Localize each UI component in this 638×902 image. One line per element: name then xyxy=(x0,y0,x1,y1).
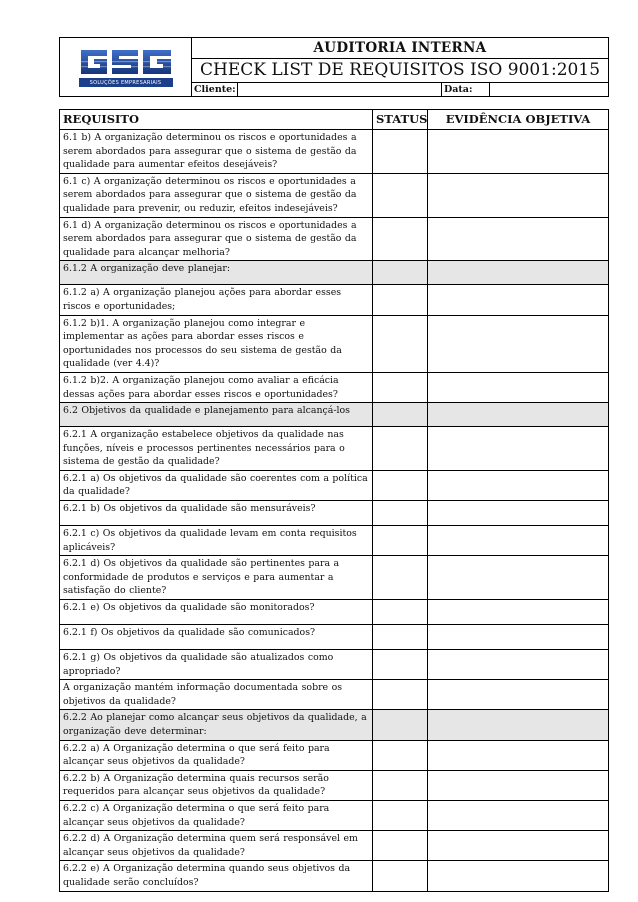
requirement-cell: 6.1.2 A organização deve planejar: xyxy=(60,261,373,285)
table-row xyxy=(60,600,609,625)
section-row xyxy=(60,403,609,427)
status-cell[interactable] xyxy=(373,315,428,372)
document-subtitle: CHECK LIST DE REQUISITOS ISO 9001:2015 xyxy=(192,59,608,83)
requirement-cell: 6.2.1 e) Os objetivos da qualidade são monitorados? xyxy=(60,600,373,625)
requirement-cell: 6.1 b) A organização determinou os riscos e oportunidades a serem abordados para assegurar que o sistema de gestão da qualidade para aumentar efeitos desejáveis? xyxy=(60,130,373,174)
document-title: AUDITORIA INTERNA xyxy=(192,38,608,59)
logo-tagline: SOLUÇÕES EMPRESARIAIS xyxy=(79,78,173,87)
evidence-cell[interactable] xyxy=(428,285,609,315)
table-row xyxy=(60,650,609,680)
table-row xyxy=(60,470,609,500)
table-row xyxy=(60,427,609,471)
requirement-cell: 6.2.1 g) Os objetivos da qualidade são atualizados como apropriado? xyxy=(60,650,373,680)
evidence-cell[interactable] xyxy=(428,710,609,740)
requirement-cell: 6.2.2 d) A Organização determina quem será responsável em alcançar seus objetivos da qualidade? xyxy=(60,831,373,861)
status-cell[interactable] xyxy=(373,427,428,471)
evidence-cell[interactable] xyxy=(428,831,609,861)
table-body xyxy=(60,130,609,892)
evidence-cell[interactable] xyxy=(428,861,609,891)
status-cell[interactable] xyxy=(373,526,428,556)
table-row xyxy=(60,501,609,526)
column-header-status: STATUS xyxy=(373,110,428,130)
section-row xyxy=(60,710,609,740)
column-header-requisito: REQUISITO xyxy=(60,110,373,130)
table-row xyxy=(60,800,609,830)
requirement-cell: 6.2.2 e) A Organização determina quando seus objetivos da qualidade serão concluídos? xyxy=(60,861,373,891)
status-cell[interactable] xyxy=(373,217,428,261)
requirement-cell: 6.2.2 Ao planejar como alcançar seus objetivos da qualidade, a organização deve determinar: xyxy=(60,710,373,740)
evidence-cell[interactable] xyxy=(428,526,609,556)
evidence-cell[interactable] xyxy=(428,173,609,217)
table-row xyxy=(60,217,609,261)
table-row xyxy=(60,130,609,174)
status-cell[interactable] xyxy=(373,501,428,526)
requirement-cell: 6.2.1 a) Os objetivos da qualidade são coerentes com a política da qualidade? xyxy=(60,470,373,500)
client-field[interactable] xyxy=(238,83,442,96)
requirement-cell: 6.2.2 c) A Organização determina o que será feito para alcançar seus objetivos da qualidade? xyxy=(60,800,373,830)
status-cell[interactable] xyxy=(373,556,428,600)
table-row xyxy=(60,285,609,315)
table-row xyxy=(60,831,609,861)
requirement-cell: 6.1 c) A organização determinou os riscos e oportunidades a serem abordados para assegurar que o sistema de gestão da qualidade para prevenir, ou reduzir, efeitos indesejáveis? xyxy=(60,173,373,217)
logo-cell xyxy=(60,38,192,96)
client-date-row xyxy=(192,83,608,96)
company-logo xyxy=(78,45,174,89)
evidence-cell[interactable] xyxy=(428,217,609,261)
table-row xyxy=(60,173,609,217)
date-field[interactable] xyxy=(490,83,608,96)
gsg-logo-icon xyxy=(79,47,173,77)
requirement-cell: 6.1.2 b)1. A organização planejou como integrar e implementar as ações para abordar esses riscos e oportunidades nos processos do seu sistema de gestão da qualidade (ver 4.4)? xyxy=(60,315,373,372)
status-cell[interactable] xyxy=(373,261,428,285)
evidence-cell[interactable] xyxy=(428,625,609,650)
evidence-cell[interactable] xyxy=(428,470,609,500)
table-row xyxy=(60,526,609,556)
requirement-cell: 6.2.1 f) Os objetivos da qualidade são comunicados? xyxy=(60,625,373,650)
evidence-cell[interactable] xyxy=(428,130,609,174)
requirement-cell: 6.2.1 d) Os objetivos da qualidade são pertinentes para a conformidade de produtos e serviços e para aumentar a satisfação do cliente? xyxy=(60,556,373,600)
table-header-row xyxy=(60,110,609,130)
status-cell[interactable] xyxy=(373,800,428,830)
requirement-cell: 6.1.2 b)2. A organização planejou como avaliar a eficácia dessas ações para abordar esses riscos e oportunidades? xyxy=(60,372,373,402)
status-cell[interactable] xyxy=(373,831,428,861)
status-cell[interactable] xyxy=(373,650,428,680)
status-cell[interactable] xyxy=(373,173,428,217)
status-cell[interactable] xyxy=(373,600,428,625)
requirement-cell: 6.2.1 c) Os objetivos da qualidade levam em conta requisitos aplicáveis? xyxy=(60,526,373,556)
status-cell[interactable] xyxy=(373,861,428,891)
evidence-cell[interactable] xyxy=(428,680,609,710)
evidence-cell[interactable] xyxy=(428,556,609,600)
evidence-cell[interactable] xyxy=(428,650,609,680)
requirement-cell: 6.2.2 b) A Organização determina quais recursos serão requeridos para alcançar seus objetivos da qualidade? xyxy=(60,770,373,800)
status-cell[interactable] xyxy=(373,740,428,770)
table-row xyxy=(60,625,609,650)
section-row xyxy=(60,261,609,285)
status-cell[interactable] xyxy=(373,372,428,402)
requirement-cell: 6.2.1 A organização estabelece objetivos da qualidade nas funções, níveis e processos pertinentes necessários para o sistema de gestão da qualidade? xyxy=(60,427,373,471)
column-header-evidencia: EVIDÊNCIA OBJETIVA xyxy=(428,110,609,130)
evidence-cell[interactable] xyxy=(428,800,609,830)
evidence-cell[interactable] xyxy=(428,501,609,526)
requirement-cell: 6.2.1 b) Os objetivos da qualidade são mensuráveis? xyxy=(60,501,373,526)
evidence-cell[interactable] xyxy=(428,403,609,427)
status-cell[interactable] xyxy=(373,403,428,427)
client-label: Cliente: xyxy=(192,83,238,96)
requirements-checklist-table xyxy=(59,109,609,892)
status-cell[interactable] xyxy=(373,710,428,740)
requirement-cell: 6.1 d) A organização determinou os riscos e oportunidades a serem abordados para assegurar que o sistema de gestão da qualidade para alcançar melhoria? xyxy=(60,217,373,261)
status-cell[interactable] xyxy=(373,470,428,500)
status-cell[interactable] xyxy=(373,680,428,710)
requirement-cell: 6.1.2 a) A organização planejou ações para abordar esses riscos e oportunidades; xyxy=(60,285,373,315)
table-row xyxy=(60,372,609,402)
evidence-cell[interactable] xyxy=(428,372,609,402)
table-row xyxy=(60,315,609,372)
table-row xyxy=(60,740,609,770)
document-header xyxy=(59,37,609,97)
requirement-cell: A organização mantém informação documentada sobre os objetivos da qualidade? xyxy=(60,680,373,710)
evidence-cell[interactable] xyxy=(428,600,609,625)
table-row xyxy=(60,556,609,600)
evidence-cell[interactable] xyxy=(428,315,609,372)
status-cell[interactable] xyxy=(373,625,428,650)
date-label: Data: xyxy=(442,83,490,96)
table-row xyxy=(60,680,609,710)
evidence-cell[interactable] xyxy=(428,770,609,800)
evidence-cell[interactable] xyxy=(428,740,609,770)
title-cell xyxy=(192,38,608,96)
table-row xyxy=(60,861,609,891)
table-row xyxy=(60,770,609,800)
status-cell[interactable] xyxy=(373,285,428,315)
status-cell[interactable] xyxy=(373,770,428,800)
evidence-cell[interactable] xyxy=(428,261,609,285)
requirement-cell: 6.2 Objetivos da qualidade e planejamento para alcançá-los xyxy=(60,403,373,427)
evidence-cell[interactable] xyxy=(428,427,609,471)
requirement-cell: 6.2.2 a) A Organização determina o que será feito para alcançar seus objetivos da qualidade? xyxy=(60,740,373,770)
status-cell[interactable] xyxy=(373,130,428,174)
